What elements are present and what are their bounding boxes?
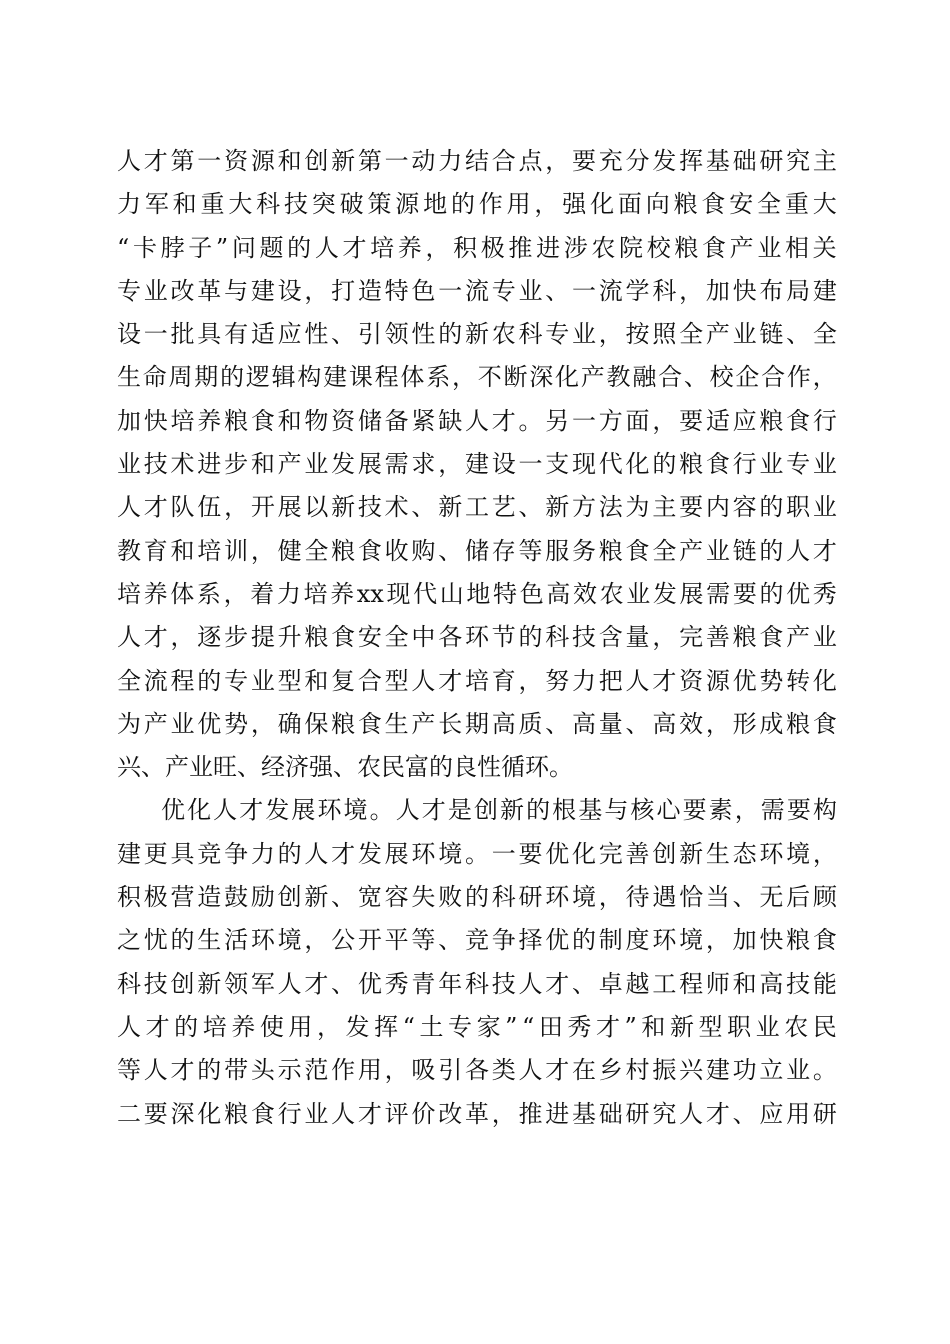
text-line: 人 才 队 伍 ， 开 展 以 新 技 术 、 新 工 艺 、 新 方 法 为 主 要 内 容 的 职 业 bbox=[117, 493, 837, 522]
paragraph-2 bbox=[117, 789, 837, 1135]
text-line: 人 才 的 培 养 使 用 ， 发 挥 “ 土 专 家 ” “ 田 秀 才 ” 和 新 型 职 业 农 民 bbox=[117, 1012, 837, 1041]
text-line: 业 技 术 进 步 和 产 业 发 展 需 求 ， 建 设 一 支 现 代 化 的 粮 食 行 业 专 业 bbox=[117, 450, 837, 479]
text-line: 设 一 批 具 有 适 应 性 、 引 领 性 的 新 农 科 专 业 ， 按 照 全 产 业 链 、 全 bbox=[117, 320, 837, 349]
text-line: 建 更 具 竞 争 力 的 人 才 发 展 环 境 。 一 要 优 化 完 善 创 新 生 态 环 境 ， bbox=[117, 839, 837, 868]
text-line: 人 才 ， 逐 步 提 升 粮 食 安 全 中 各 环 节 的 科 技 含 量 ， 完 善 粮 食 产 业 bbox=[117, 623, 837, 652]
text-line: 兴、产业旺、经济强、农民富的良性循环。 bbox=[117, 753, 573, 782]
text-line: 加 快 培 养 粮 食 和 物 资 储 备 紧 缺 人 才 。 另 一 方 面 ， 要 适 应 粮 食 行 bbox=[117, 406, 837, 435]
document-body bbox=[117, 140, 837, 1136]
text-line: 为 产 业 优 势 ， 确 保 粮 食 生 产 长 期 高 质 、 高 量 、 高 效 ， 形 成 粮 食 bbox=[117, 709, 837, 738]
text-line: 之 忧 的 生 活 环 境 ， 公 开 平 等 、 竞 争 择 优 的 制 度 环 境 ， 加 快 粮 食 bbox=[117, 926, 837, 955]
text-line: 生 命 周 期 的 逻 辑 构 建 课 程 体 系 ， 不 断 深 化 产 教 融 合 、 校 企 合 作 ， bbox=[117, 363, 837, 392]
text-line: 等 人 才 的 带 头 示 范 作 用 ， 吸 引 各 类 人 才 在 乡 村 振 兴 建 功 立 业 。 bbox=[117, 1056, 837, 1085]
text-line: 专 业 改 革 与 建 设 ， 打 造 特 色 一 流 专 业 、 一 流 学 科 ， 加 快 布 局 建 bbox=[117, 276, 837, 305]
text-line: 优 化 人 才 发 展 环 境 。 人 才 是 创 新 的 根 基 与 核 心 要 素 ， 需 要 构 bbox=[161, 796, 837, 825]
text-line: 人 才 第 一 资 源 和 创 新 第 一 动 力 结 合 点 ， 要 充 分 发 挥 基 础 研 究 主 bbox=[117, 147, 837, 175]
text-line: 全 流 程 的 专 业 型 和 复 合 型 人 才 培 育 ， 努 力 把 人 才 资 源 优 势 转 化 bbox=[117, 666, 837, 695]
text-line: 二 要 深 化 粮 食 行 业 人 才 评 价 改 革 ， 推 进 基 础 研 究 人 才 、 应 用 研 bbox=[117, 1099, 837, 1128]
text-line: 科 技 创 新 领 军 人 才 、 优 秀 青 年 科 技 人 才 、 卓 越 工 程 师 和 高 技 能 bbox=[117, 969, 837, 998]
text-line: 力 军 和 重 大 科 技 突 破 策 源 地 的 作 用 ， 强 化 面 向 粮 食 安 全 重 大 bbox=[117, 190, 837, 219]
text-line: “ 卡 脖 子 ” 问 题 的 人 才 培 养 ， 积 极 推 进 涉 农 院 校 粮 食 产 业 相 关 bbox=[117, 233, 837, 262]
text-line: 培 养 体 系 ， 着 力 培 养 xx 现 代 山 地 特 色 高 效 农 业 发 展 需 要 的 优 秀 bbox=[117, 579, 837, 608]
text-line: 教 育 和 培 训 ， 健 全 粮 食 收 购 、 储 存 等 服 务 粮 食 全 产 业 链 的 人 才 bbox=[117, 536, 837, 565]
paragraph-1 bbox=[117, 140, 837, 789]
text-line: 积 极 营 造 鼓 励 创 新 、 宽 容 失 败 的 科 研 环 境 ， 待 遇 恰 当 、 无 后 顾 bbox=[117, 883, 837, 912]
